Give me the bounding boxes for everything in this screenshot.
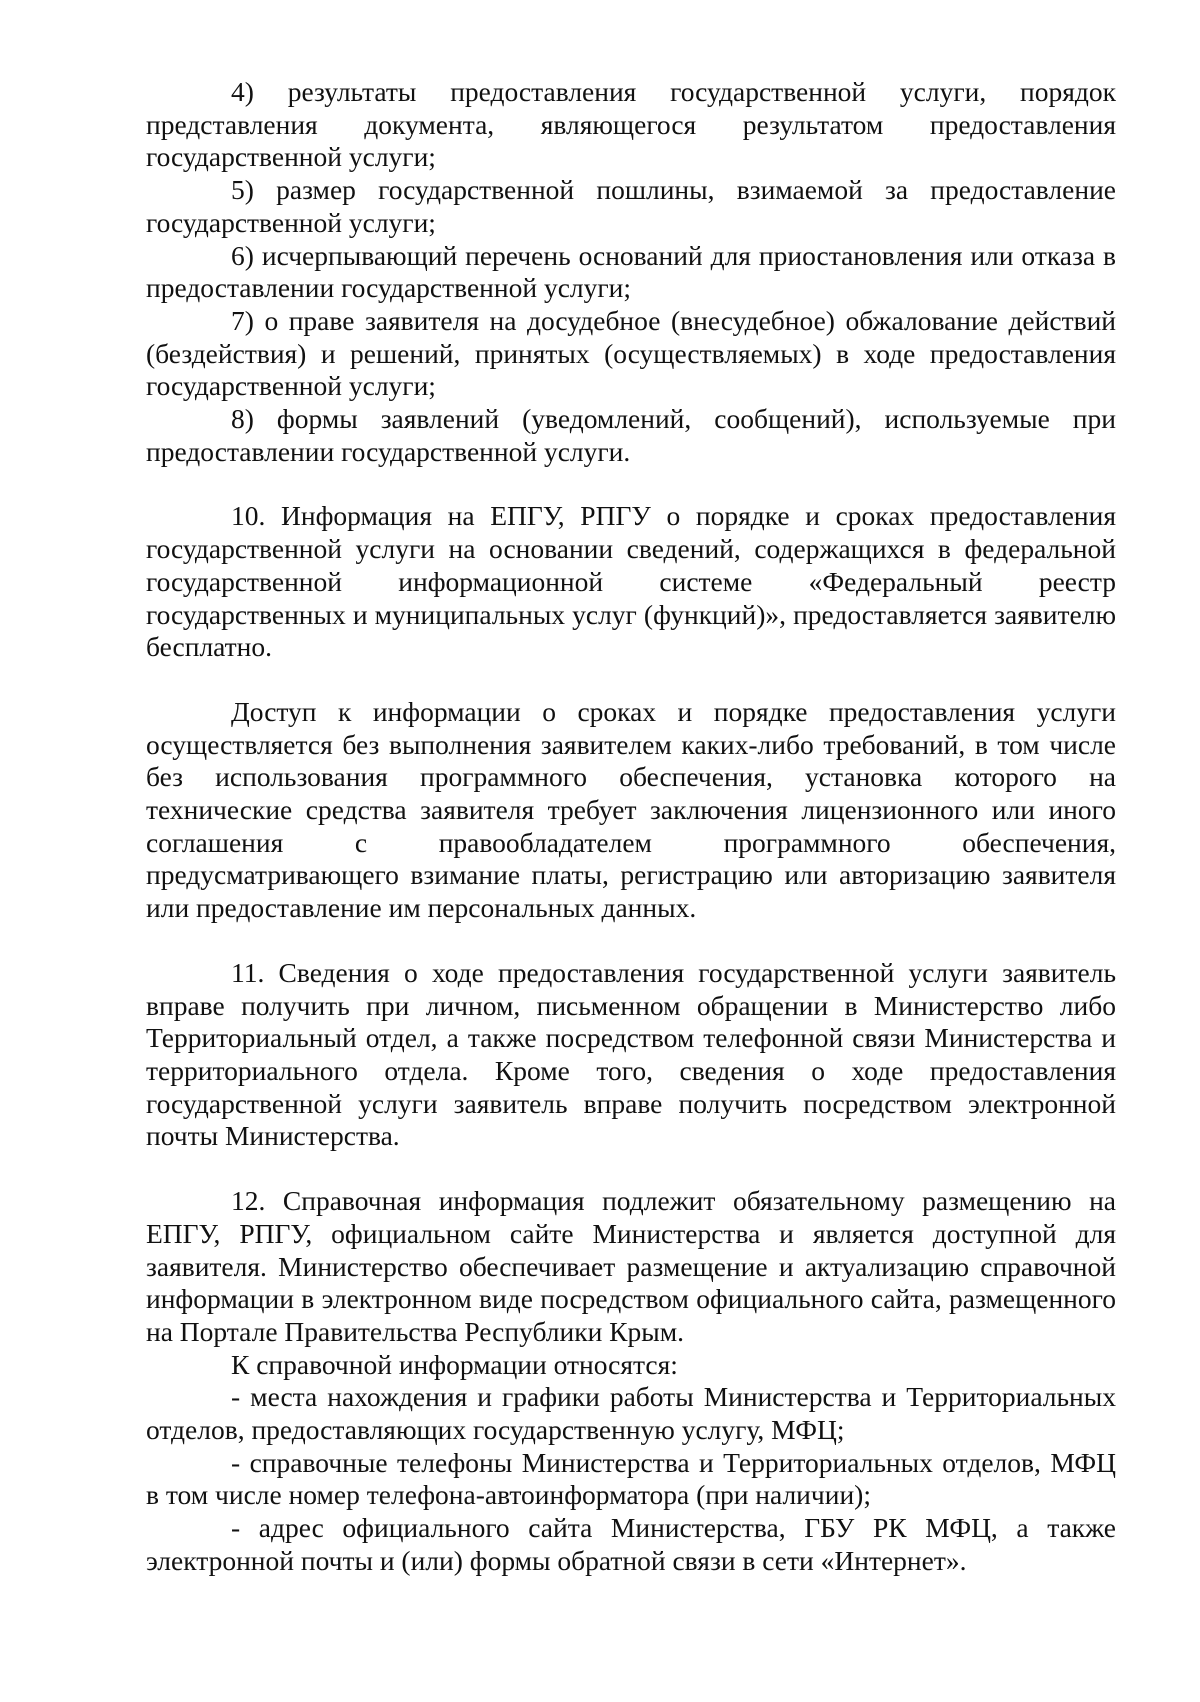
paragraph-spacer (146, 925, 1116, 957)
paragraph-spacer (146, 664, 1116, 696)
reference-info-heading: К справочной информации относятся: (231, 1348, 678, 1380)
section-11-paragraph: 11. Сведения о ходе предоставления государственной услуги заявитель вправе получить при личном, письменном обращении в Министерство либо Территориальный отдел, а также посредством телефонной связи Министерства и территориального отдела. Кроме того, сведения о ходе предоставления государственной услуги заявитель вправе получить посредством электронной почты Министерства. (146, 956, 1116, 1152)
list-item-5: 5) размер государственной пошлины, взимаемой за предоставление государственной услуги; (146, 174, 1116, 238)
access-paragraph: Доступ к информации о сроках и порядке предоставления услуги осуществляется без выполнения заявителем каких-либо требований, в том числе без использования программного обеспечения, установка которого на технические средства заявителя требует заключения лицензионного или иного соглашения с правообладателем программного обеспечения, предусматривающего взимание платы, регистрацию или авторизацию заявителя или предоставление им персональных данных. (146, 695, 1116, 924)
list-item-7: 7) о праве заявителя на досудебное (внесудебное) обжалование действий (бездействия) и решений, принятых (осуществляемых) в ходе предоставления государственной услуги; (146, 304, 1116, 402)
paragraph-spacer (146, 468, 1116, 500)
list-item-4: 4) результаты предоставления государственной услуги, порядок представления документа, являющегося результатом предоставления государственной услуги; (146, 76, 1116, 173)
reference-item-website: - адрес официального сайта Министерства, ГБУ РК МФЦ, а также электронной почты и (или) формы обратной связи в сети «Интернет». (146, 1512, 1116, 1576)
reference-item-phones: - справочные телефоны Министерства и Территориальных отделов, МФЦ в том числе номер телефона-автоинформатора (при наличии); (146, 1446, 1116, 1511)
list-item-8: 8) формы заявлений (уведомлений, сообщений), используемые при предоставлении государственной услуги. (146, 403, 1116, 467)
list-item-6: 6) исчерпывающий перечень оснований для приостановления или отказа в предоставлении государственной услуги; (146, 239, 1116, 304)
document-body (146, 76, 1116, 1578)
section-12-paragraph: 12. Справочная информация подлежит обязательному размещению на ЕПГУ, РПГУ, официальном сайте Министерства и является доступной для заявителя. Министерство обеспечивает размещение и актуализацию справочной информации в электронном виде посредством официального сайта, размещенного на Портале Правительства Республики Крым. (146, 1185, 1116, 1347)
section-10-paragraph: 10. Информация на ЕПГУ, РПГУ о порядке и сроках предоставления государственной услуги на основании сведений, содержащихся в федеральной государственной информационной системе «Федеральный реестр государственных и муниципальных услуг (функций)», предоставляется заявителю бесплатно. (146, 500, 1116, 663)
paragraph-spacer (146, 1153, 1116, 1185)
reference-item-locations: - места нахождения и графики работы Министерства и Территориальных отделов, предоставляющих государственную услугу, МФЦ; (146, 1381, 1116, 1446)
